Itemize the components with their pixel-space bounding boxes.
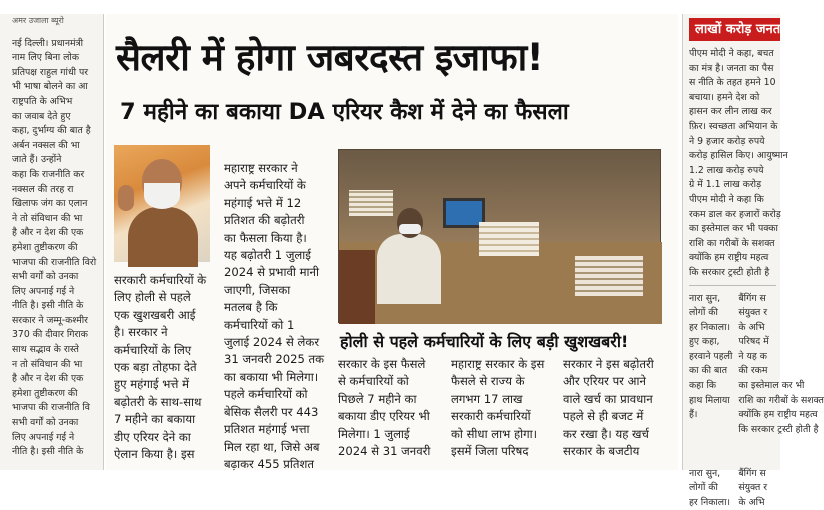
left-column-line: कहा कि राजनीति कर: [12, 168, 97, 183]
article-line: बढ़ाकर 455 प्रतिशत: [224, 456, 332, 473]
right-split-line: परिषद में: [738, 335, 824, 350]
right-column-line: का मंत्र है। जनता का पैस: [689, 62, 776, 77]
article-line: 2024 से 31 जनवरी: [338, 443, 444, 460]
left-column-line: हमेशा तुष्टीकरण की: [12, 387, 97, 402]
left-column-line: ने तो संविधान की भा: [12, 212, 97, 227]
left-column-line: सभी वर्गों को उनका: [12, 270, 97, 285]
article-line: डीए एरियर देने का: [114, 429, 218, 446]
left-news-column: [0, 14, 104, 470]
right-column-line: ग्रे में 1.1 लाख करोड़: [689, 178, 776, 193]
left-column-line: लिए अपनाई गई ने: [12, 431, 97, 446]
article-line: कर्मचारियों के लिए: [114, 342, 218, 359]
right-split-line: हैं।: [689, 408, 732, 423]
left-column-line: हमेशा तुष्टीकरण की: [12, 241, 97, 256]
main-article: [106, 14, 678, 470]
right-split-line: कहा कि: [689, 379, 732, 394]
article-line: मिलेगा। 1 जुलाई: [338, 426, 444, 443]
article-line: महाराष्ट्र सरकार के इस: [451, 356, 557, 373]
left-column-line: भी भाषा बोलने का आ: [12, 80, 97, 95]
article-line: कर्मचारियों को 1: [224, 317, 332, 334]
article-line: सरकारी कर्मचारियों के: [114, 272, 218, 289]
right-split-left: [689, 292, 732, 510]
right-split-line: नारा सुन,: [689, 467, 732, 482]
left-column-line: प्रतिपक्ष राहुल गांधी पर: [12, 66, 97, 81]
right-column-line: पीएम मोदी ने कहा कि: [689, 193, 776, 208]
article-line: पिछले 7 महीने का: [338, 391, 444, 408]
right-split-line: [738, 437, 824, 452]
right-split-line: संयुक्त र: [738, 306, 824, 321]
right-column-line: करोड़ हासिल किए। आयुष्मान: [689, 149, 776, 164]
article-line: प्रतिशत महंगाई भत्ता: [224, 421, 332, 438]
left-column-line: सभी वर्गों को उनका: [12, 416, 97, 431]
right-split-line: [689, 437, 732, 452]
left-column-line: कहा, दुर्भाग्य की बात है: [12, 124, 97, 139]
right-split-line: की रकम: [738, 364, 824, 379]
right-split-right: [738, 292, 824, 510]
right-split-line: हुए कहा,: [689, 335, 732, 350]
right-split-line: का इस्तेमाल कर भी: [738, 379, 824, 394]
article-line: यह बढ़ोतरी 1 जुलाई: [224, 247, 332, 264]
article-line: महाराष्ट्र सरकार ने: [224, 160, 332, 177]
left-column-line: साथ सद्भाव के रास्ते: [12, 343, 97, 358]
left-column-line: है और न देश की एक: [12, 372, 97, 387]
article-line: 2024 से प्रभावी मानी: [224, 264, 332, 281]
left-column-body: [12, 37, 97, 460]
article-line: मिल रहा था, जिसे अब: [224, 439, 332, 456]
right-split-line: क्योंकि हम राष्ट्रीय महत्व: [738, 408, 824, 423]
left-column-line: भाजपा की राजनीति विरो: [12, 256, 97, 271]
article-line: बढ़ोतरी के साथ-साथ: [114, 394, 218, 411]
article-line: को सीधा लाभ होगा।: [451, 426, 557, 443]
article-line: का फैसला किया है।: [224, 230, 332, 247]
right-column-line: रकम डाल कर हजारों करोड़: [689, 208, 776, 223]
article-line: सरकार के इस फैसले: [338, 356, 444, 373]
right-split-line: संयुक्त र: [738, 481, 824, 496]
right-split-line: के अभि: [738, 496, 824, 510]
article-line: लिए होली से पहले: [114, 289, 218, 306]
article-line: सरकार ने इस बढ़ोतरी: [563, 356, 673, 373]
left-column-byline: अमर उजाला ब्यूरो: [12, 14, 97, 29]
left-column-line: अर्बन नक्सल की भा: [12, 139, 97, 154]
right-news-column: [682, 14, 780, 470]
right-column-line: राशि का गरीबों के सशक्त: [689, 237, 776, 252]
right-column-line: फ़िर। स्वच्छता अभियान के: [689, 120, 776, 135]
left-column-line: नई दिल्ली। प्रधानमंत्री: [12, 37, 97, 52]
left-column-line: सरकार ने जम्मू-कश्मीर: [12, 314, 97, 329]
article-line: पहले कर्मचारियों को: [224, 386, 332, 403]
right-split-line: कि सरकार ट्रस्टी होती है: [738, 423, 824, 438]
headline: सैलरी में होगा जबरदस्त इजाफा!: [116, 36, 543, 80]
pm-photo: [114, 145, 210, 262]
article-line: जुलाई 2024 से लेकर: [224, 334, 332, 351]
left-column-line: न तो संविधान की भा: [12, 358, 97, 373]
article-column-2: [224, 160, 332, 473]
left-column-line: भाजपा की राजनीति वि: [12, 401, 97, 416]
article-line: महंगाई भत्ते में 12: [224, 195, 332, 212]
left-column-line: नीति है। इसी नीति के: [12, 445, 97, 460]
right-column-line: क्योंकि हम राष्ट्रीय महत्व: [689, 251, 776, 266]
right-split-line: हाथ मिलाया: [689, 394, 732, 409]
article-line: है। सरकार ने: [114, 324, 218, 341]
article-line: 31 जनवरी 2025 तक: [224, 351, 332, 368]
left-column-line: नक्सल की तरह रा: [12, 183, 97, 198]
article-line: एक खुशखबरी आई: [114, 307, 218, 324]
left-column-line: लिए अपनाई गई ने: [12, 285, 97, 300]
right-split-line: लोगों की: [689, 306, 732, 321]
right-split-line: हर निकाला।: [689, 321, 732, 336]
article-line: और एरियर पर आने: [563, 373, 673, 390]
right-split-line: [689, 423, 732, 438]
right-column-line: ने 9 हजार करोड़ रुपये: [689, 135, 776, 150]
right-split-line: हरवाने पहली: [689, 350, 732, 365]
article-line: 7 महीने का बकाया: [114, 411, 218, 428]
article-line: से कर्मचारियों को: [338, 373, 444, 390]
left-column-line: है और न देश की एक: [12, 226, 97, 241]
right-split-line: का की बात: [689, 364, 732, 379]
office-photo: [338, 149, 661, 323]
article-line: एक बड़ा तोहफा देते: [114, 359, 218, 376]
article-line: पहले से ही बजट में: [563, 408, 673, 425]
left-column-line: का जवाब देते हुए: [12, 110, 97, 125]
right-split-line: हर निकाला।: [689, 496, 732, 510]
right-column-line: पीएम मोदी ने कहा, बचत: [689, 47, 776, 62]
right-column-body: [689, 47, 776, 281]
right-column-line: स नीति के तहत हमने 10: [689, 76, 776, 91]
article-column-1: [114, 272, 218, 463]
right-split-line: लोगों की: [689, 481, 732, 496]
article-line: मतलब है कि: [224, 299, 332, 316]
right-column-line: कि सरकार ट्रस्टी होती है: [689, 266, 776, 281]
left-column-line: राष्ट्रपति के अभिभ: [12, 95, 97, 110]
article-column-4: [451, 356, 557, 460]
article-line: ऐलान किया है। इस: [114, 446, 218, 463]
right-column-line: बचाया। हमने देश को: [689, 91, 776, 106]
left-column-line: नीति है। इसी नीति के: [12, 299, 97, 314]
article-line: जाएगी, जिसका: [224, 282, 332, 299]
right-split-line: बैंगिंग स: [738, 292, 824, 307]
article-column-5: [563, 356, 673, 460]
article-line: फैसले से राज्य के: [451, 373, 557, 390]
article-line: सरकारी कर्मचारियों: [451, 408, 557, 425]
right-split-line: के अभि: [738, 321, 824, 336]
right-column-headline: लाखों करोड़ जनता को: [689, 18, 780, 41]
right-split-line: नारा सुन,: [689, 292, 732, 307]
article-line: अपने कर्मचारियों के: [224, 177, 332, 194]
article-line: बकाया डीए एरियर भी: [338, 408, 444, 425]
article-line: वाले खर्च का प्रावधान: [563, 391, 673, 408]
left-column-line: जाते हैं। उन्होंने: [12, 153, 97, 168]
article-line: लगभग 17 लाख: [451, 391, 557, 408]
left-column-line: 370 की दीवार गिराक: [12, 328, 97, 343]
right-split-line: ने यह क: [738, 350, 824, 365]
subheadline: 7 महीने का बकाया DA एरियर कैश में देने का फैसला: [120, 97, 569, 127]
article-column-3: [338, 356, 444, 460]
right-split-line: बैंगिंग स: [738, 467, 824, 482]
right-split-line: राशि का गरीबों के सशक्त: [738, 394, 824, 409]
article-line: प्रतिशत की बढ़ोतरी: [224, 212, 332, 229]
right-column-line: 1.2 लाख करोड़ रुपये: [689, 164, 776, 179]
right-column-line: हासन कर लीन लाख कर: [689, 105, 776, 120]
photo-caption: होली से पहले कर्मचारियों के लिए बड़ी खुशखबरी!: [340, 331, 628, 353]
article-line: इसमें जिला परिषद: [451, 443, 557, 460]
right-column-divider: [689, 285, 776, 286]
article-line: हुए महंगाई भत्ते में: [114, 376, 218, 393]
article-line: बेसिक सैलरी पर 443: [224, 404, 332, 421]
article-line: कर रखा है। यह खर्च: [563, 426, 673, 443]
right-column-split: [689, 292, 776, 510]
left-column-line: खिलाफ जंग का एलान: [12, 197, 97, 212]
left-column-line: नाम लिए बिना लोक: [12, 51, 97, 66]
right-split-line: [738, 452, 824, 467]
article-line: का बकाया भी मिलेगा।: [224, 369, 332, 386]
right-split-line: [689, 452, 732, 467]
right-column-line: का इस्तेमाल कर भी पक्का: [689, 222, 776, 237]
article-line: सरकार के बजटीय: [563, 443, 673, 460]
